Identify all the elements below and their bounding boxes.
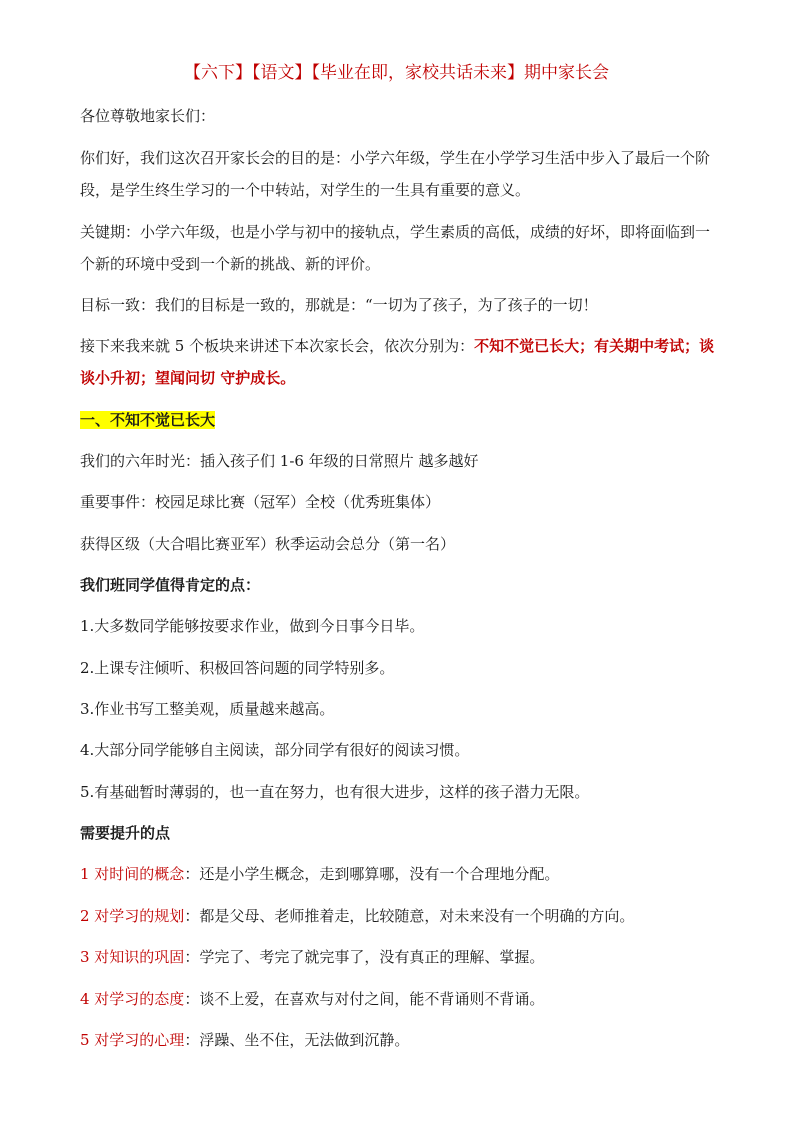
improve-item-text: ：浮躁、坐不住，无法做到沉静。: [184, 1031, 410, 1049]
greeting: 各位尊敬地家长们：: [80, 107, 216, 125]
improve-item: [80, 1024, 720, 1056]
improve-item-text: ：学完了、考完了就完事了，没有真正的理解、掌握。: [184, 948, 545, 966]
improve-item-text: ：都是父母、老师推着走，比较随意，对未来没有一个明确的方向。: [184, 907, 635, 925]
section-heading-grown-up: [80, 404, 720, 436]
praise-item: 5.有基础暂时薄弱的，也一直在努力，也有很大进步，这样的孩子潜力无限。: [80, 783, 590, 801]
section-heading-grown-up-text: 一、不知不觉已长大: [80, 411, 216, 429]
praise-item: 3.作业书写工整美观，质量越来越高。: [80, 700, 335, 718]
paragraph-goal: 目标一致：我们的目标是一致的，那就是：“一切为了孩子，为了孩子的一切！: [80, 296, 598, 314]
praise-heading: 我们班同学值得肯定的点：: [80, 576, 261, 594]
paragraph-purpose-line1: 你们好，我们这次召开家长会的目的是：小学六年级，学生在小学学习生活中步入了最后一个阶: [80, 149, 711, 167]
paragraph-agenda-line2: [80, 362, 720, 394]
praise-item: 4.大部分同学能够自主阅读，部分同学有很好的阅读习惯。: [80, 741, 470, 759]
improve-item-label: 2 对学习的规划: [80, 907, 185, 925]
paragraph-agenda-line1: [80, 330, 720, 362]
improve-item-label: 3 对知识的巩固: [80, 948, 185, 966]
document-title: 【六下】【语文】【毕业在即，家校共话未来】期中家长会: [184, 63, 609, 83]
agenda-topics-part2: 谈小升初；望闻问切 守护成长。: [80, 369, 296, 387]
agenda-prefix: 接下来我来就 5 个板块来讲述下本次家长会，依次分别为：: [80, 337, 475, 355]
events-line1: 重要事件：校园足球比赛（冠军）全校（优秀班集体）: [80, 493, 441, 511]
paragraph-purpose: [80, 142, 720, 174]
improve-item: [80, 983, 720, 1015]
six-years-line: 我们的六年时光：插入孩子们 1-6 年级的日常照片 越多越好: [80, 452, 479, 470]
paragraph-key-period-line1: 关键期：小学六年级，也是小学与初中的接轨点，学生素质的高低，成绩的好坏，即将面临到一: [80, 223, 711, 241]
improve-item-text: ：谈不上爱，在喜欢与对付之间，能不背诵则不背诵。: [184, 990, 545, 1008]
praise-item: 2.上课专注倾听、积极回答问题的同学特别多。: [80, 659, 395, 677]
improve-item: [80, 941, 720, 973]
improve-item: [80, 858, 720, 890]
agenda-topics-part1: 不知不觉已长大；有关期中考试；谈: [474, 337, 715, 355]
events-line2: 获得区级（大合唱比赛亚军）秋季运动会总分（第一名）: [80, 535, 456, 553]
improve-item-label: 5 对学习的心理: [80, 1031, 185, 1049]
praise-item: 1.大多数同学能够按要求作业，做到今日事今日毕。: [80, 617, 425, 635]
paragraph-key-period-line2: 个新的环境中受到一个新的挑战、新的评价。: [80, 255, 381, 273]
improve-heading: 需要提升的点: [80, 824, 171, 842]
improve-item-text: ：还是小学生概念，走到哪算哪，没有一个合理地分配。: [184, 865, 560, 883]
improve-item-label: 1 对时间的概念: [80, 865, 185, 883]
improve-item: [80, 900, 720, 932]
paragraph-purpose-line2: 段，是学生终生学习的一个中转站，对学生的一生具有重要的意义。: [80, 181, 531, 199]
improve-item-label: 4 对学习的态度: [80, 990, 185, 1008]
